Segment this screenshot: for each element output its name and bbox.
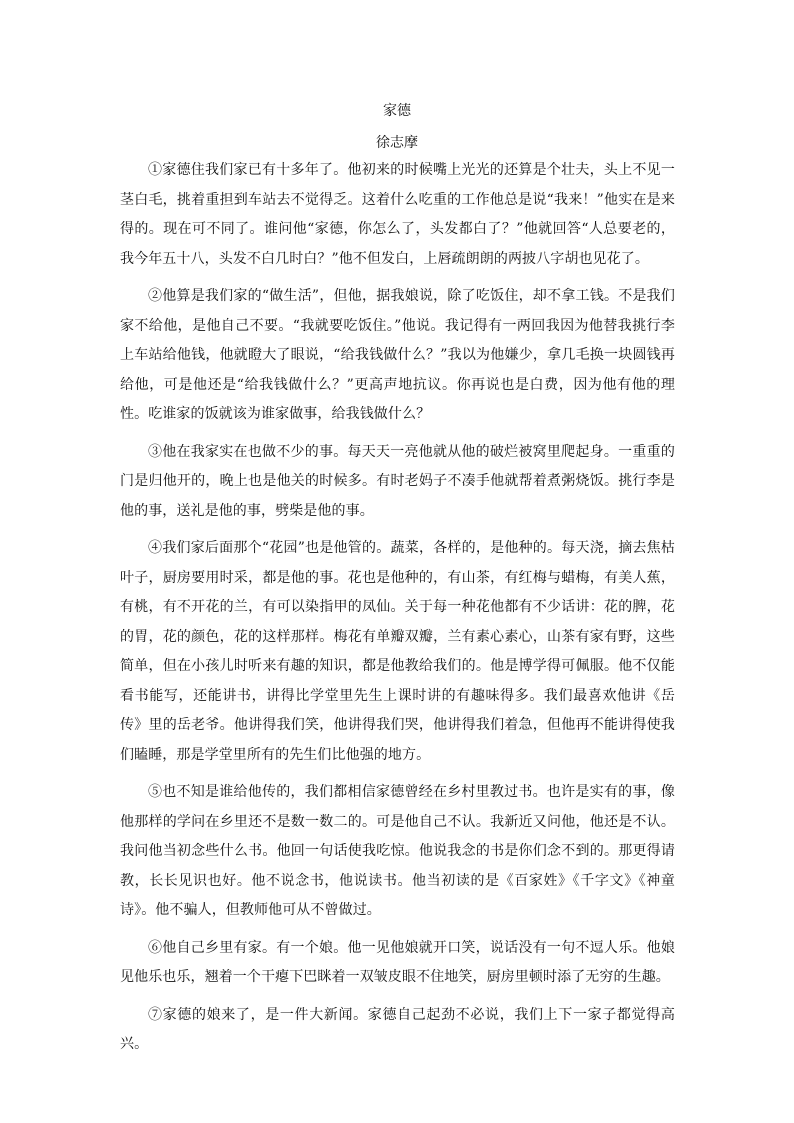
paragraph-2: ②他算是我们家的“做生活”，但他，据我娘说，除了吃饭住，却不拿工钱。不是我们家不给他，是他自己不要。“我就要吃饭住。”他说。我记得有一两回我因为他替我挑行李上车站给他钱，他就瞪大了眼说，“给我钱做什么？”我以为他嫌少，拿几毛换一块圆钱再给他，可是他还是“给我钱做什么？”更高声地抗议。你再说也是白费，因为他有他的理性。吃谁家的饭就该为谁家做事，给我钱做什么？ <box>120 288 675 422</box>
paragraph-6: ⑥他自己乡里有家。有一个娘。他一见他娘就开口笑，说话没有一句不逗人乐。他娘见他乐也乐，翘着一个干瘪下巴眯着一双皱皮眼不住地笑，厨房里顿时添了无穷的生趣。 <box>120 939 675 985</box>
document-title: 家德 <box>383 103 411 119</box>
paragraph-7: ⑦家德的娘来了，是一件大新闻。家德自己起劲不必说，我们上下一家子都觉得高兴。 <box>120 1006 675 1052</box>
paragraph-3: ③他在我家实在也做不少的事。每天天一亮他就从他的破烂被窝里爬起身。一重重的门是归他开的，晚上也是他关的时候多。有时老妈子不凑手他就帮着煮粥烧饭。挑行李是他的事，送礼是他的事，劈柴是他的事。 <box>120 443 675 519</box>
paragraph-5: ⑤也不知是谁给他传的，我们都相信家德曾经在乡村里教过书。也许是实有的事，像他那样的学问在乡里还不是数一数二的。可是他自己不认。我新近又问他，他还是不认。我问他当初念些什么书。他回一句话使我吃惊。他说我念的书是你们念不到的。那更得请教，长长见识也好。他不说念书，他说读书。他当初读的是《百家姓》《千字文》《神童诗》。他不骗人，但教师他可从不曾做过。 <box>120 784 675 918</box>
paragraph-4: ④我们家后面那个“花园”也是他管的。蔬菜，各样的，是他种的。每天浇，摘去焦枯叶子，厨房要用时采，都是他的事。花也是他种的，有山茶，有红梅与蜡梅，有美人蕉，有桃，有不开花的兰，有可以染指甲的凤仙。关于每一种花他都有不少话讲：花的脾，花的胃，花的颜色，花的这样那样。梅花有单瓣双瓣，兰有素心素心，山茶有家有野，这些简单，但在小孩儿时听来有趣的知识，都是他教给我们的。他是博学得可佩服。他不仅能看书能写，还能讲书，讲得比学堂里先生上课时讲的有趣味得多。我们最喜欢他讲《岳传》里的岳老爷。他讲得我们笑，他讲得我们哭，他讲得我们着急，但他再不能讲得使我们瞌睡，那是学堂里所有的先生们比他强的地方。 <box>120 540 675 763</box>
article-body <box>120 156 675 1068</box>
paragraph-1: ①家德住我们家已有十多年了。他初来的时候嘴上光光的还算是个壮夫，头上不见一茎白毛，挑着重担到车站去不觉得乏。这着什么吃重的工作他总是说“我来！”他实在是来得的。现在可不同了。谁问他“家德，你怎么了，头发都白了？”他就回答“人总要老的，我今年五十八，头发不白几时白？”他不但发白，上唇疏朗朗的两披八字胡也见花了。 <box>120 162 675 267</box>
document-author: 徐志摩 <box>376 135 418 151</box>
